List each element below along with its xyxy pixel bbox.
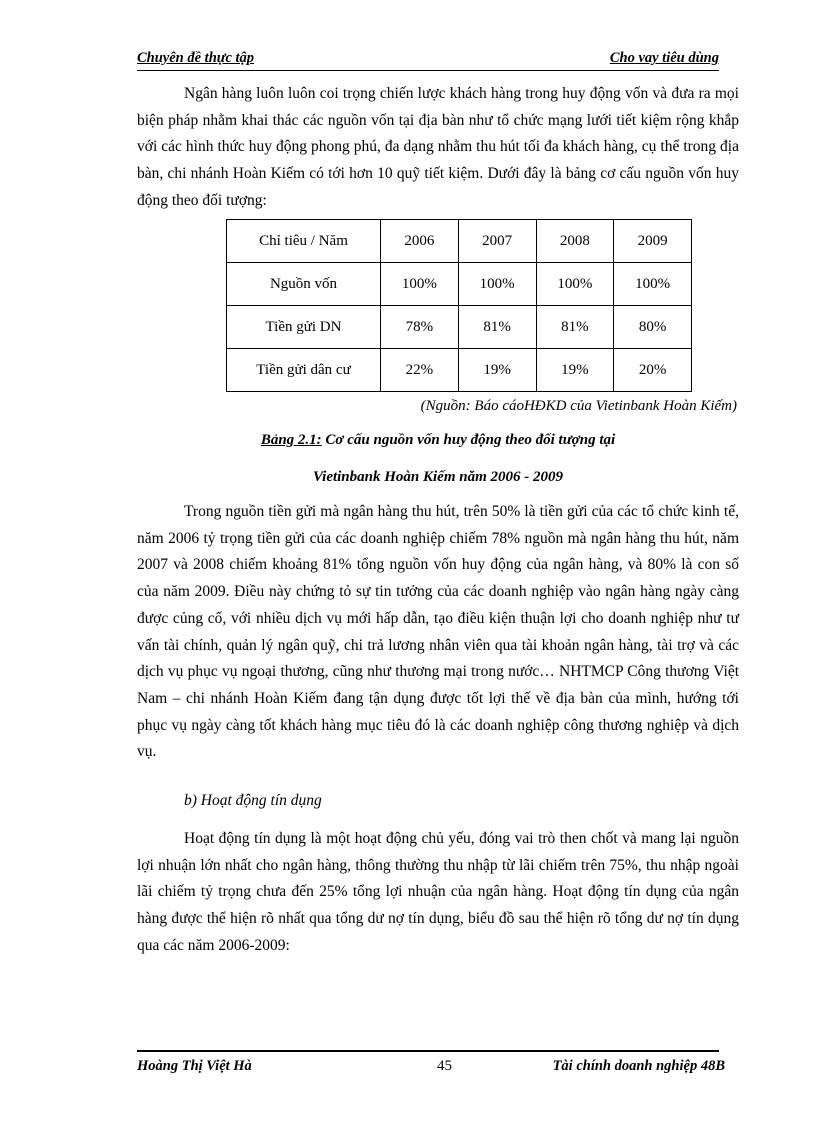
table-caption-line-2: Vietinbank Hoàn Kiếm năm 2006 - 2009 — [312, 469, 564, 485]
table-cell: 81% — [458, 306, 536, 349]
table-header-cell: 2006 — [381, 220, 459, 263]
page-number: 45 — [437, 1058, 452, 1074]
paragraph-2: Trong nguồn tiền gửi mà ngân hàng thu hút, trên 50% là tiền gửi của các tổ chức kinh tế, năm 2006 tỷ trọng tiền gửi của các doanh nghiệp chiếm 78% nguồn mà ngân hàng thu hút, năm 2007 và 2008 chiếm khoảng 81% tổng nguồn vốn huy động của ngân hàng, và 80% là con số của năm 2009. Điều này chứng tỏ sự tin tưởng của các doanh nghiệp vào ngân hàng ngày càng được củng cố, với nhiều dịch vụ mới hấp dẫn, tạo điều kiện thuận lợi cho doanh nghiệp như tư vấn tài chính, quản lý ngân quỹ, chi trả lương nhân viên qua tài khoản ngân hàng, tài trợ và các dịch vụ phục vụ ngoại thương, cũng như thương mại trong nước… NHTMCP Công thương Việt Nam – chi nhánh Hoàn Kiếm đang tận dụng được tốt lợi thế về địa bàn của mình, hướng tới phục vụ ngày càng tốt khách hàng mục tiêu đó là các doanh nghiệp công thương nghiệp và dịch vụ. — [137, 503, 739, 761]
table-header-cell: Chỉ tiêu / Năm — [227, 220, 381, 263]
table-cell: 78% — [381, 306, 459, 349]
table-cell: Tiền gửi dân cư — [227, 349, 381, 392]
header-left: Chuyên đề thực tập — [137, 50, 255, 66]
table-cell: 100% — [536, 263, 614, 306]
data-table — [226, 219, 692, 392]
footer-rule — [137, 1050, 719, 1052]
table-row — [227, 263, 692, 306]
table-header-cell: 2008 — [536, 220, 614, 263]
table-cell: 100% — [458, 263, 536, 306]
table-cell: 20% — [614, 349, 692, 392]
header-rule — [137, 70, 719, 71]
table-row — [227, 306, 692, 349]
table-row — [227, 349, 692, 392]
table-header-cell: 2009 — [614, 220, 692, 263]
table-header-cell: 2007 — [458, 220, 536, 263]
footer-class: Tài chính doanh nghiệp 48B — [552, 1058, 725, 1074]
table-header-row — [227, 220, 692, 263]
table-cell: 100% — [614, 263, 692, 306]
table-cell: 19% — [458, 349, 536, 392]
paragraph-3: Hoạt động tín dụng là một hoạt động chủ yếu, đóng vai trò then chốt và mang lại nguồn lợi nhuận lớn nhất cho ngân hàng, thông thường thu nhập từ lãi chiếm trên 75%, thu nhập ngoài lãi chiếm tỷ trọng chưa đến 25% tổng lợi nhuận của ngân hàng. Hoạt động tín dụng của ngân hàng được thể hiện rõ nhất qua tổng dư nợ tín dụng, biểu đồ sau thể hiện rõ tổng dư nợ tín dụng qua các năm 2006-2009: — [137, 830, 739, 954]
table-cell: 80% — [614, 306, 692, 349]
section-subheading: b) Hoạt động tín dụng — [184, 792, 322, 809]
header-right: Cho vay tiêu dùng — [609, 50, 719, 66]
table-caption-text: Cơ cấu nguồn vốn huy động theo đối tượng tại — [321, 432, 616, 448]
table-cell: 100% — [381, 263, 459, 306]
table-cell: Nguồn vốn — [227, 263, 381, 306]
footer-author: Hoàng Thị Việt Hà — [137, 1058, 252, 1074]
table-cell: 22% — [381, 349, 459, 392]
table-cell: 19% — [536, 349, 614, 392]
table-cell: 81% — [536, 306, 614, 349]
table-caption-line-1 — [137, 432, 739, 449]
table-cell: Tiền gửi DN — [227, 306, 381, 349]
page-header — [137, 50, 719, 70]
table-caption-label: Bảng 2.1: — [260, 432, 322, 448]
paragraph-1: Ngân hàng luôn luôn coi trọng chiến lược khách hàng trong huy động vốn và đưa ra mọi biện pháp nhằm khai thác các nguồn vốn tại địa bàn như tổ chức mạng lưới tiết kiệm rộng khắp với các hình thức huy động phong phú, đa dạng nhằm thu hút tối đa khách hàng, cụ thể trong địa bàn, chi nhánh Hoàn Kiếm có tới hơn 10 quỹ tiết kiệm. Dưới đây là bảng cơ cấu nguồn vốn huy động theo đối tượng: — [137, 85, 739, 209]
table-source: (Nguồn: Báo cáoHĐKD của Vietinbank Hoàn Kiếm) — [420, 398, 737, 414]
